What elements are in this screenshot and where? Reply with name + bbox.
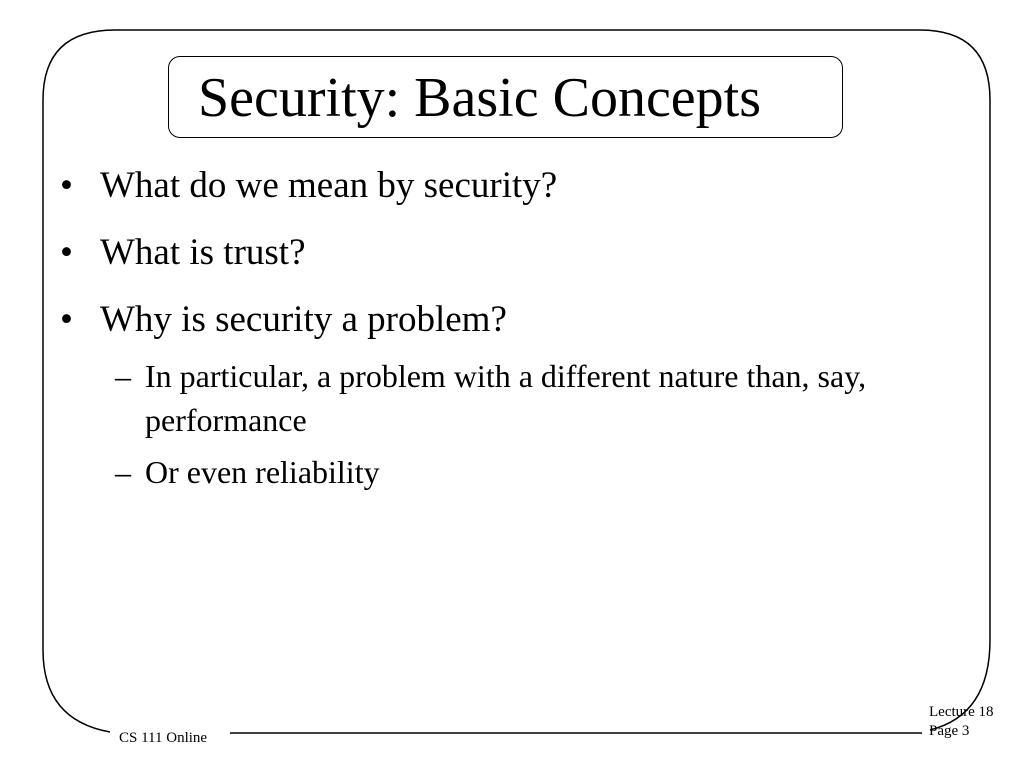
- sub-bullet-marker: –: [115, 358, 131, 394]
- sub-bullet-text: Or even reliability: [145, 454, 380, 490]
- bullet-item: [60, 229, 960, 277]
- sub-bullet-item: [60, 450, 885, 494]
- bullet-marker: •: [60, 165, 73, 206]
- sub-bullet-item: [60, 354, 885, 442]
- bullet-marker: •: [60, 299, 73, 340]
- bullet-item: [60, 162, 960, 210]
- footer-lecture: Lecture 18: [929, 704, 994, 720]
- footer-page: Page 3: [929, 723, 970, 739]
- bullet-list: [60, 162, 960, 502]
- bullet-text: What do we mean by security?: [100, 165, 558, 206]
- sub-bullet-text: In particular, a problem with a different nature than, say, performance: [145, 358, 867, 438]
- bullet-marker: •: [60, 232, 73, 273]
- bullet-item: [60, 296, 960, 344]
- bullet-text: What is trust?: [100, 232, 306, 273]
- sub-bullet-marker: –: [115, 454, 131, 490]
- slide-title: Security: Basic Concepts: [198, 67, 762, 129]
- footer-course: CS 111 Online: [119, 729, 211, 747]
- footer-lecture-info: [929, 703, 994, 741]
- bullet-text: Why is security a problem?: [100, 299, 507, 340]
